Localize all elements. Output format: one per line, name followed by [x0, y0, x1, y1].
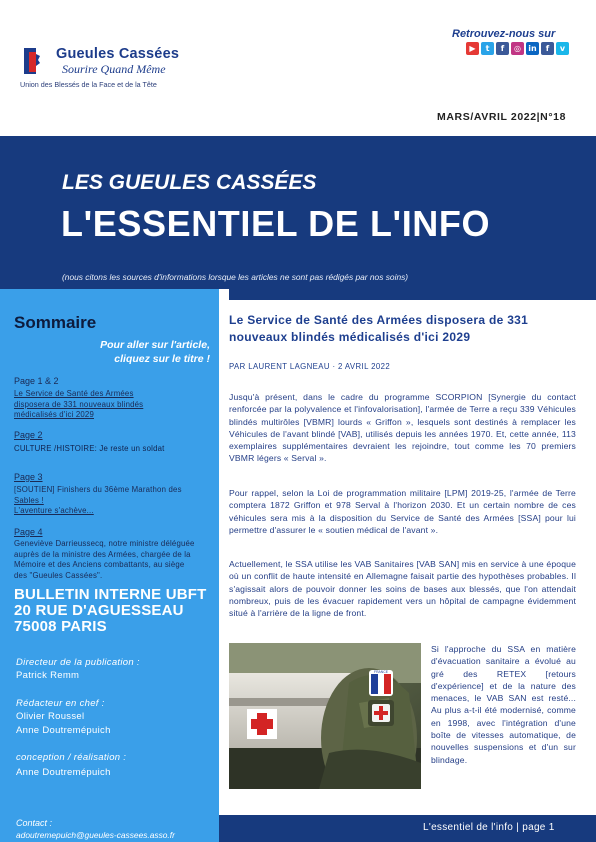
toc-link[interactable]: Sables !	[14, 495, 44, 505]
toc-page-number: Page 1 & 2	[14, 376, 59, 386]
article-paragraph: Pour rappel, selon la Loi de programmation militaire [LPM] 2019-25, l'armée de Terre comptera 1872 Griffon et 978 Serval à l'horizon 2030. Et un certain nombre de ces véhicules sera mis à la disposition du Service de Santé des Armées [SSA] pour lui permettre d'assurer le « soutien médical de l'avant ».	[229, 488, 576, 535]
sources-note: (nous citons les sources d'informations lorsque les articles ne sont pas rédigés par nos soins)	[62, 272, 409, 282]
logo-area	[0, 0, 219, 136]
toc-link[interactable]: Le Service de Santé des Armées	[14, 389, 134, 398]
toc-link[interactable]: Geneviève Darrieussecq, notre ministre déléguée	[14, 539, 195, 548]
contact-label: Contact :	[16, 818, 53, 828]
footer-text: L'essentiel de l'info | page 1	[423, 822, 555, 833]
linkedin-icon[interactable]: in	[526, 42, 539, 55]
toc-link[interactable]: CULTURE /HISTOIRE: Je reste un soldat	[14, 444, 165, 453]
toc-link[interactable]: Mémoire et des Anciens combattants, au siège	[14, 560, 185, 569]
toc-page-number: Page 4	[14, 527, 43, 537]
twitter-icon[interactable]: t	[481, 42, 494, 55]
youtube-icon[interactable]: ▶	[466, 42, 479, 55]
sommaire-hint-line: cliquez sur le titre !	[114, 353, 210, 365]
article-paragraph: Si l'approche du SSA en matière d'évacuation sanitaire a évolué au gré des RETEX [retours d'expérience] et de la nature des menaces, le VAB SAN est resté... Au plus a-t-il été modernisé, comme en 1998, avec l'intégration d'une boîte de vitesses automatique, de nouvelles suspensions et d'un sur blindage.	[431, 644, 576, 765]
newsletter-kicker: LES GUEULES CASSÉES	[62, 171, 317, 194]
sommaire-title: Sommaire	[14, 313, 97, 332]
instagram-icon[interactable]: ◎	[511, 42, 524, 55]
editor-name: Anne Doutremépuich	[16, 725, 111, 736]
director-name: Patrick Remm	[16, 670, 80, 681]
follow-us-label: Retrouvez-nous sur	[452, 28, 556, 40]
design-name: Anne Doutremépuich	[16, 767, 111, 778]
article-byline: PAR LAURENT LAGNEAU · 2 AVRIL 2022	[229, 362, 391, 371]
logo-subtitle: Sourire Quand Même	[62, 62, 166, 76]
address-line: 75008 PARIS	[14, 618, 107, 635]
vimeo-icon[interactable]: v	[556, 42, 569, 55]
article-photo	[229, 643, 421, 789]
design-label: conception / réalisation :	[16, 752, 127, 763]
issue-date: MARS/AVRIL 2022|N°18	[437, 111, 567, 123]
postal-address	[14, 587, 207, 635]
toc-page-number: Page 3	[14, 472, 43, 482]
toc-entry[interactable]	[14, 527, 210, 581]
director-label: Directeur de la publication :	[16, 657, 140, 668]
toc-link[interactable]: L'aventure s'achève...	[14, 506, 94, 515]
logo-union-text: Union des Blessés de la Face et de la Tête	[20, 80, 157, 89]
article-paragraph: Actuellement, le SSA utilise les VAB Sanitaires [VAB SAN] mis en service à une époque où un conflit de haute intensité en Allemagne faisait partie des hypothèses probables. Il s'agissait alors de pouvoir donner les soins de bases aux blessés, que l'on attendait nombreux, puis de les évacuer rapidement vers un hôpital de campagne évidemment situé à l'arrière de la ligne de front.	[229, 559, 576, 619]
article-paragraph: Jusqu'à présent, dans le cadre du programme SCORPION [Synergie du contact renforcée par la polyvalence et l'infovalorisation], l'armée de Terre a reçu 339 Véhicules blindés multirôles [VBMR] lourds « Griffon », lesquels sont destinés à remplacer les Véhicules de l'avant blindé [VAB], utilisés depuis les années 1970. Et, cette année, 113 exemplaires supplémentaires devraient les rejoindre, tout comme les 70 premiers VBMR légers « Serval ».	[229, 392, 576, 464]
sommaire-hint-line: Pour aller sur l'article,	[100, 339, 210, 351]
patch-label: FRANCE	[374, 670, 388, 674]
toc-link[interactable]: auprès de la ministre des Armées, chargée de la	[14, 549, 191, 559]
newsletter-headline: L'ESSENTIEL DE L'INFO	[61, 203, 491, 244]
toc-link[interactable]: disposera de 331 nouveaux blindés	[14, 399, 144, 409]
editor-name: Olivier Roussel	[16, 711, 85, 722]
sommaire-hint	[14, 338, 210, 366]
article-title: Le Service de Santé des Armées disposera de 331 nouveaux blindés médicalisés d'ici 2029	[229, 313, 529, 344]
contact-email-link[interactable]: adoutremepuich@gueules-cassees.asso.fr	[16, 830, 175, 840]
banner-tail	[229, 289, 596, 300]
toc-entry[interactable]	[14, 376, 210, 421]
logo-emblem-icon	[20, 46, 42, 76]
editor-label: Rédacteur en chef :	[16, 698, 105, 709]
toc-link[interactable]: [SOUTIEN] Finishers du 36ème Marathon des	[14, 485, 182, 494]
toc-entry[interactable]	[14, 472, 210, 517]
facebook-icon[interactable]: f	[496, 42, 509, 55]
logo-title: Gueules Cassées	[56, 46, 180, 62]
toc-link[interactable]: médicalisés d'ici 2029	[14, 410, 94, 419]
facebook-icon[interactable]: f	[541, 42, 554, 55]
toc-link[interactable]: des "Gueules Cassées".	[14, 570, 103, 580]
address-line: BULLETIN INTERNE UBFT	[14, 586, 207, 603]
soldier-medic-photo	[229, 643, 421, 789]
toc-page-number: Page 2	[14, 430, 43, 440]
social-icons	[466, 42, 569, 55]
address-line: 20 RUE D'AGUESSEAU	[14, 602, 184, 619]
toc-entry[interactable]	[14, 430, 210, 455]
